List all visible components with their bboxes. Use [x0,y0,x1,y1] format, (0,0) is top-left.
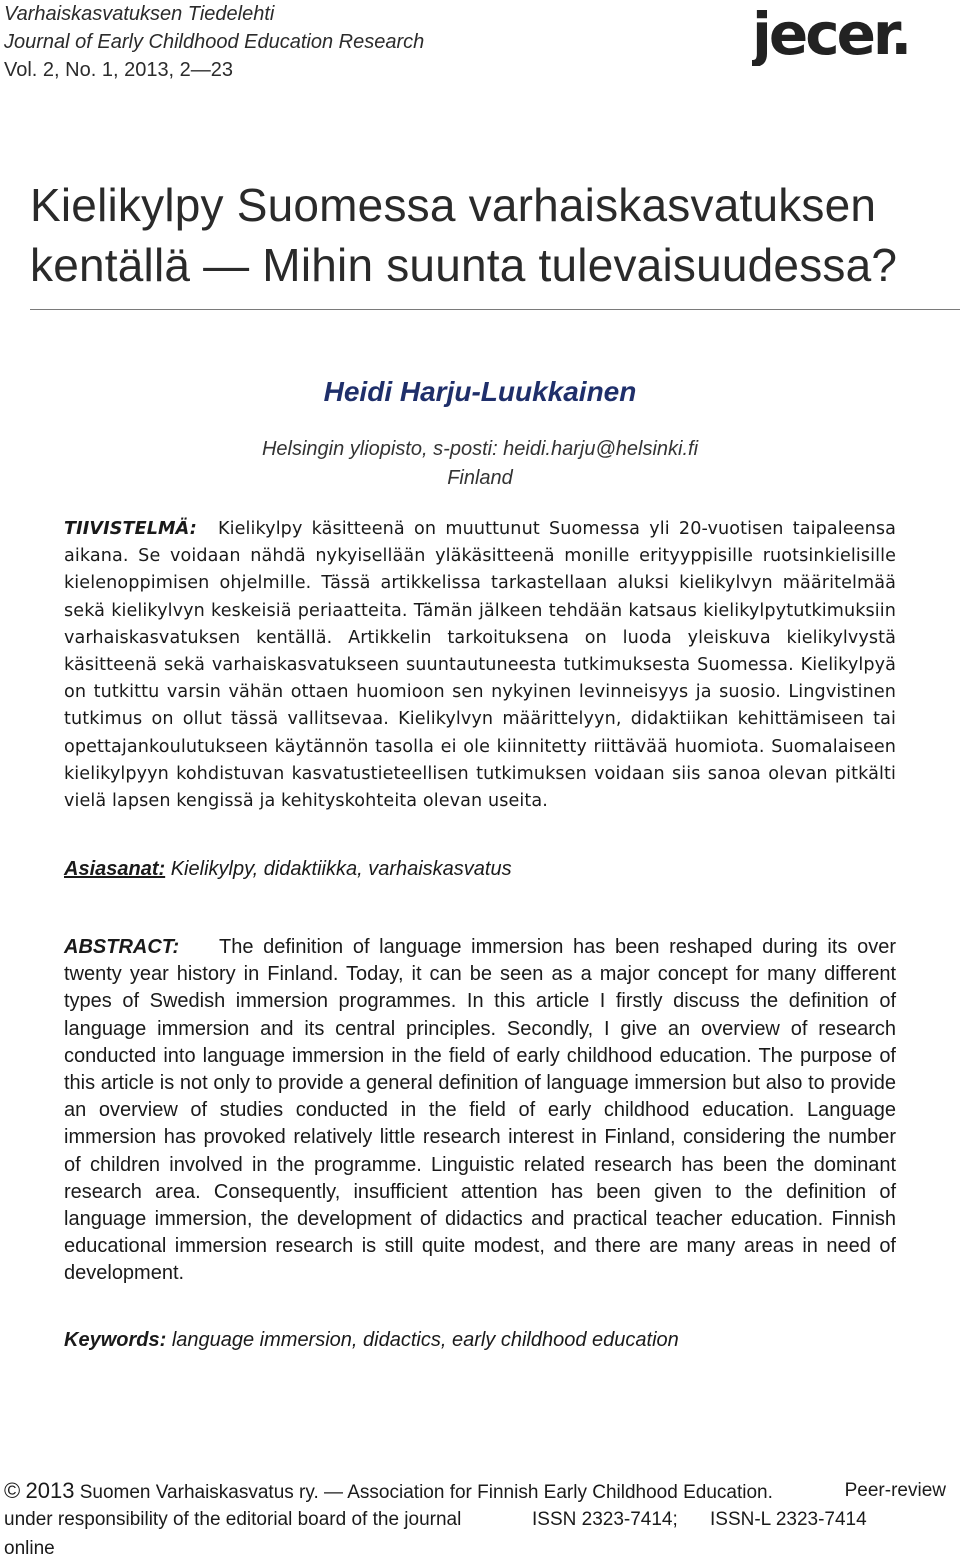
publisher: Suomen Varhaiskasvatus ry. — Association for Finnish Early Childhood Education. [79,1482,773,1503]
keywords-english [64,1326,896,1354]
footer-row-1 [4,1476,956,1505]
article-title [30,175,950,295]
journal-name-fi: Varhaiskasvatuksen Tiedelehti [4,3,275,25]
jecer-logo-graphic [752,4,956,66]
issn-l: ISSN-L 2323-7414 [710,1509,867,1530]
keywords-finnish [64,855,896,883]
title-line-1: Kielikylpy Suomessa varhaiskasvatuksen [30,179,877,231]
journal-volume: Vol. 2, No. 1, 2013, 2—23 [4,59,234,81]
abstract-english [64,934,896,1288]
keywords-en-label: Keywords: [64,1329,167,1351]
title-divider [30,309,960,310]
title-line-2: kentällä — Mihin suunta tulevaisuudessa? [30,239,898,291]
abstract-fi-text: Kielikylpy käsitteenä on muuttunut Suomessa yli 20-vuotisen taipaleensa aikana. Se voidaan nähdä nykyisellään yläkäsitteenä monille erityyppisille ruotsinkielisille kielenoppimisen ohjelmille. Tässä artikkelissa tarkastellaan aluksi kielikylvyn määritelmää sekä kielikylvyn keskeisiä periaatteita. Tämän jälkeen tehdään katsaus kielikylpytutkimuksiin varhaiskasvatuksen kentällä. Artikkelin tarkoituksena on luoda yleiskuva kielikylvystä käsitteenä sekä varhaiskasvatukseen suuntautuneesta tutkimuksesta Suomessa. Kielikylpyä on tutkittu varsin vähän ottaen huomioon sen nykyinen levinneisyys ja suosio. Lingvistinen tutkimus on ollut tässä vallitsevaa. Kielikylvyn määrittelyyn, didaktiikan kehittämiseen tai opettajankoulutukseen käytännön tasolla ei ole kiinnitetty riittävää huomiota. Suomalaiseen kielikylpyyn kohdistuvan kasvatustieteellisen tutkimuksen voidaan siis sanoa olevan pitkälti vielä lapsen kengissä ja kehityskohteita olevan useita. [64,519,896,812]
journal-header [4,0,604,84]
keywords-fi-label: Asiasanat: [64,858,166,880]
footer-row-3 [4,1534,956,1563]
abstract-fi-label: TIIVISTELMÄ: [64,519,197,539]
issn: ISSN 2323-7414; [532,1509,678,1530]
author-affiliation: Helsingin yliopisto, s-posti: heidi.harju@helsinki.fi [261,438,699,460]
abstract-en-text: The definition of language immersion has been reshaped during its over twenty year history in Finland. Today, it can be seen as a major concept for many different types of Swedish immersion programmes. In this article I firstly discuss the definition of language immersion and its central principles. Secondly, I give an overview of research conducted into language immersion in the field of early childhood education. The purpose of this article is not only to provide a general definition of language immersion but also to provide an overview of studies conducted in the field of early childhood education. Language immersion has provoked relatively little research interest in Finland, considering the number of children involved in the programme. Linguistic related research has been the dominant research area. Consequently, insufficient attention has been given to the definition of language immersion, the development of didactics and practical teacher education. Finnish educational immersion research is still quite modest, and there are many areas in need of development. [64,936,896,1285]
abstract-finnish [64,516,896,815]
jecer-logo [752,4,956,66]
author-country: Finland [447,467,513,489]
peer-review-label: Peer-review [844,1480,946,1501]
footer [4,1476,956,1563]
footer-row-2 [4,1505,956,1534]
logo-wordmark: jecer. [752,4,910,66]
copyright-year: 2013 [25,1478,75,1503]
copyright-symbol: © [4,1478,21,1503]
journal-name-en: Journal of Early Childhood Education Research [4,31,425,53]
keywords-en-text: language immersion, didactics, early childhood education [171,1329,679,1351]
author-name: Heidi Harju-Luukkainen [323,376,637,407]
keywords-fi-text: Kielikylpy, didaktiikka, varhaiskasvatus [170,858,512,880]
peer-review-responsibility: under responsibility of the editorial board of the journal [4,1509,462,1530]
online-label: online [4,1538,55,1559]
abstract-en-label: ABSTRACT: [64,936,180,958]
